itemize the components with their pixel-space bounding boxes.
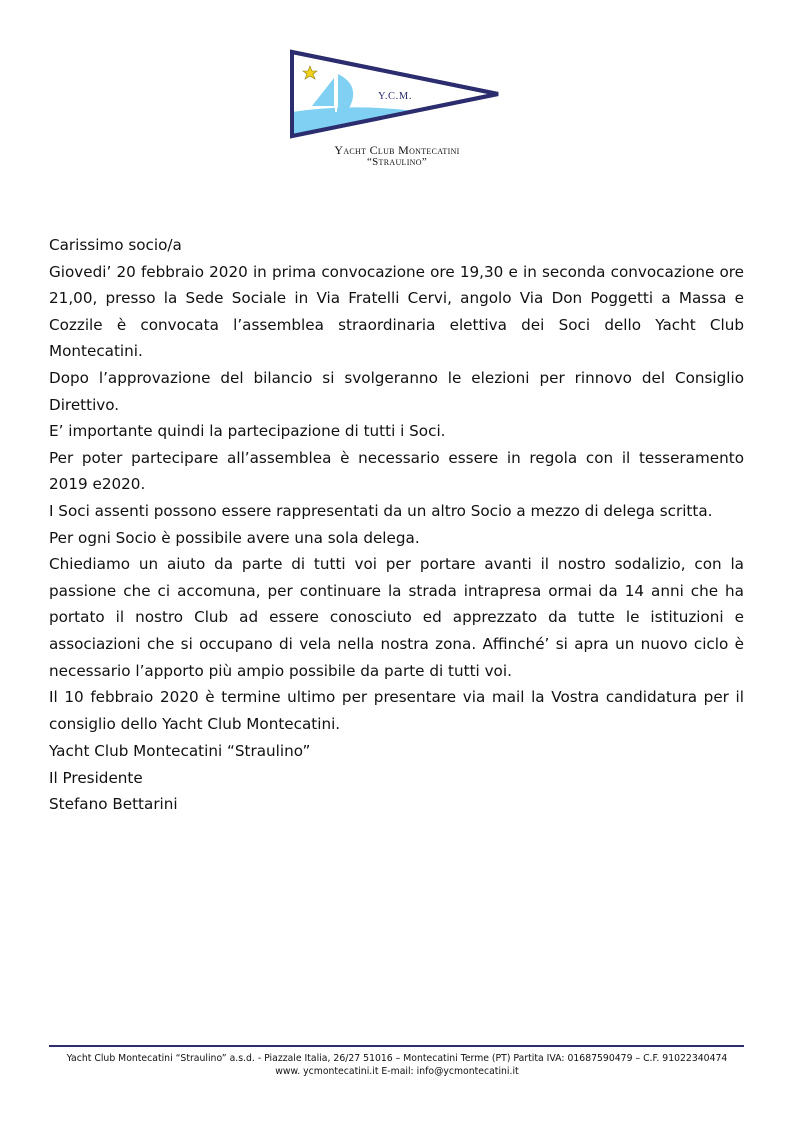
logo-text: Y.C.M.	[378, 91, 413, 102]
club-subtitle: “Straulino”	[366, 156, 428, 168]
signature-block	[49, 738, 449, 818]
letter-body	[49, 232, 744, 737]
paragraph-deadline: Il 10 febbraio 2020 è termine ultimo per presentare via mail la Vostra candidatura per il consiglio dello Yacht Club Montecatini.	[49, 688, 744, 733]
paragraph-convocation: Giovedi’ 20 febbraio 2020 in prima convocazione ore 19,30 e in seconda convocazione ore 21,00, presso la Sede Sociale in Via Fratelli Cervi, angolo Via Don Poggetti a Massa e Cozzile è convocata l’assemblea straordinaria elettiva dei Soci dello Yacht Club Montecatini.	[49, 262, 744, 361]
paragraph-proxy: I Soci assenti possono essere rappresentati da un altro Socio a mezzo di delega scritta.	[49, 501, 713, 520]
signature-club: Yacht Club Montecatini “Straulino”	[49, 742, 311, 760]
paragraph-membership: Per poter partecipare all’assemblea è necessario essere in regola con il tesseramento 2019 e2020.	[49, 448, 744, 494]
paragraph-appeal: Chiediamo un aiuto da parte di tutti voi per portare avanti il nostro sodalizio, con la passione che ci accomuna, per continuare la strada intrapresa ormai da 14 anni che ha portato il nostro Club ad essere conosciuto ed apprezzato da tutte le istituzioni e associazioni che si occupano di vela nella nostra zona. Affinché’ si apra un nuovo ciclo è necessario l’apporto più ampio possibile da parte di tutti voi.	[49, 555, 744, 680]
paragraph-elections: Dopo l’approvazione del bilancio si svolgeranno le elezioni per rinnovo del Consiglio Direttivo.	[49, 368, 744, 414]
club-name: Yacht Club Montecatini	[334, 143, 460, 157]
paragraph-single-proxy: Per ogni Socio è possibile avere una sola delega.	[49, 528, 420, 547]
footer-address: Yacht Club Montecatini “Straulino” a.s.d. - Piazzale Italia, 26/27 51016 – Montecatini Terme (PT) Partita IVA: 01687590479 – C.F. 91022340474	[66, 1053, 728, 1064]
paragraph-participation: E’ importante quindi la partecipazione di tutti i Soci.	[49, 422, 446, 441]
signature-role: Il Presidente	[49, 768, 143, 787]
footer-contacts: www. ycmontecatini.it E-mail: info@ycmontecatini.it	[275, 1066, 519, 1077]
footer-divider	[49, 1045, 744, 1047]
greeting: Carissimo socio/a	[49, 236, 182, 254]
signature-name: Stefano Bettarini	[49, 795, 178, 814]
club-pennant-logo	[286, 46, 504, 144]
